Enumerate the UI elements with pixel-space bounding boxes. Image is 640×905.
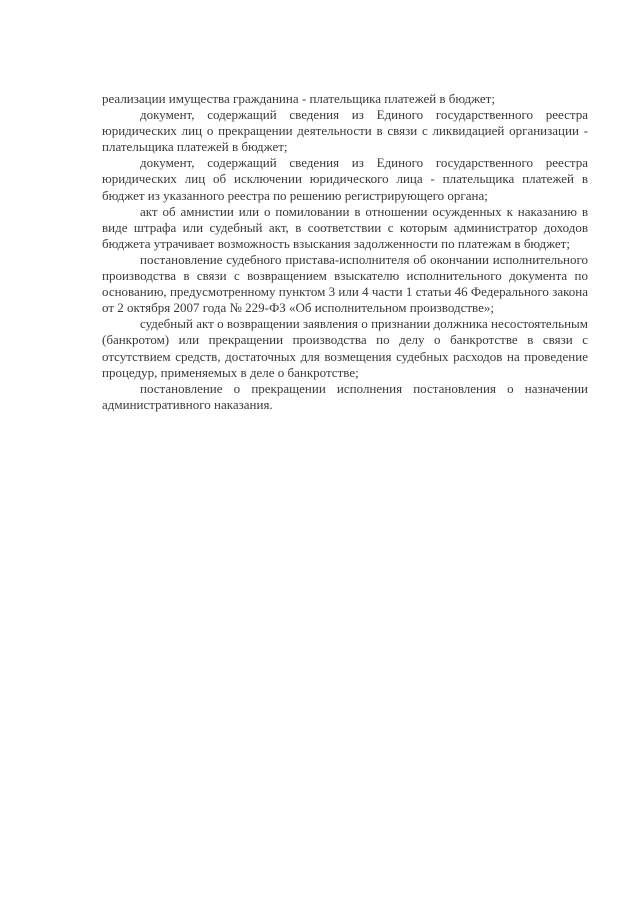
paragraph-3: акт об амнистии или о помиловании в отношении осужденных к наказанию в виде штрафа или судебный акт, в соответствии с которым администратор доходов бюджета утрачивает возможность взыскания задолженности по платежам в бюджет; [102,203,588,251]
document-body [102,91,588,413]
paragraph-4: постановление судебного пристава-исполнителя об окончании исполнительного производства в связи с возвращением взыскателю исполнительного документа по основанию, предусмотренному пунктом 3 или 4 части 1 статьи 46 Федерального закона от 2 октября 2007 года № 229-ФЗ «Об исполнительном производстве»; [102,251,588,316]
paragraph-1: документ, содержащий сведения из Единого государственного реестра юридических лиц о прекращении деятельности в связи с ликвидацией организации - плательщика платежей в бюджет; [102,107,588,155]
paragraph-6: постановление о прекращении исполнения постановления о назначении административного наказания. [102,380,588,412]
paragraph-5: судебный акт о возвращении заявления о признании должника несостоятельным (банкротом) или прекращении производства по делу о банкротстве в связи с отсутствием средств, достаточных для возмещения судебных расходов на проведение процедур, применяемых в деле о банкротстве; [102,316,588,380]
paragraph-0: реализации имущества гражданина - плательщика платежей в бюджет; [102,91,495,106]
paragraph-2: документ, содержащий сведения из Единого государственного реестра юридических лиц об исключении юридического лица - плательщика платежей в бюджет из указанного реестра по решению регистрирующего органа; [102,155,588,203]
